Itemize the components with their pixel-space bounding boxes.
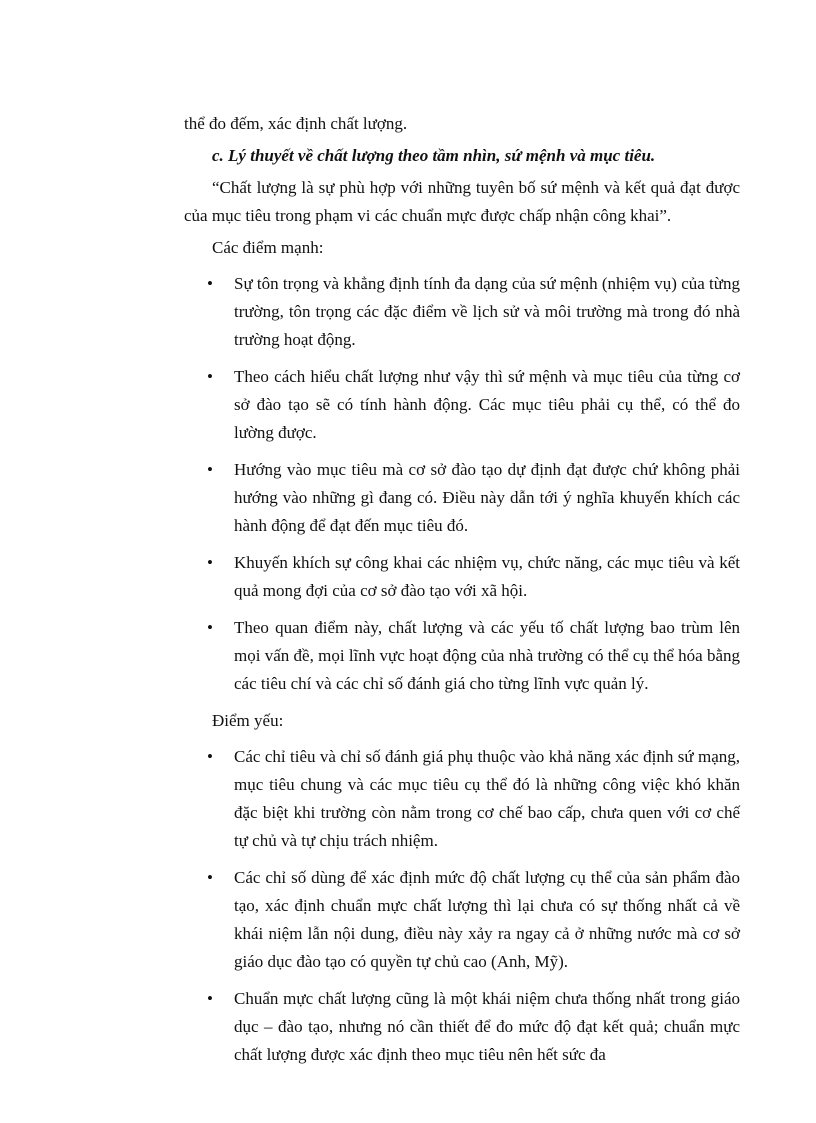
bullet-icon: • xyxy=(207,989,213,1008)
list-item xyxy=(184,363,740,447)
list-item-text: Theo quan điểm này, chất lượng và các yếu tố chất lượng bao trùm lên mọi vấn đề, mọi lĩnh vực hoạt động của nhà trường có thể cụ thể hóa bằng các tiêu chí và các chỉ số đánh giá cho từng lĩnh vực quản lý. xyxy=(234,618,740,693)
list-item xyxy=(184,456,740,540)
list-item-text: Sự tôn trọng và khẳng định tính đa dạng của sứ mệnh (nhiệm vụ) của từng trường, tôn trọng các đặc điểm về lịch sử và môi trường mà trong đó nhà trường hoạt động. xyxy=(234,274,740,349)
strengths-list xyxy=(184,270,740,698)
body-text xyxy=(184,110,740,1078)
list-item xyxy=(184,614,740,698)
list-item-text: Chuẩn mực chất lượng cũng là một khái niệm chưa thống nhất trong giáo dục – đào tạo, nhưng nó cần thiết để đo mức độ đạt kết quả; chuẩn mực chất lượng được xác định theo mục tiêu nên hết sức đa xyxy=(234,989,740,1064)
list-item xyxy=(184,864,740,976)
definition-paragraph: “Chất lượng là sự phù hợp với những tuyên bố sứ mệnh và kết quả đạt được của mục tiêu trong phạm vi các chuẩn mực được chấp nhận công khai”. xyxy=(184,178,740,225)
list-item-text: Theo cách hiểu chất lượng như vậy thì sứ mệnh và mục tiêu của từng cơ sở đào tạo sẽ có tính hành động. Các mục tiêu phải cụ thể, có thể đo lường được. xyxy=(234,367,740,442)
weaknesses-list xyxy=(184,743,740,1069)
list-item xyxy=(184,549,740,605)
strengths-label: Các điểm mạnh: xyxy=(212,238,324,257)
list-item-text: Các chỉ tiêu và chỉ số đánh giá phụ thuộc vào khả năng xác định sứ mạng, mục tiêu chung và các mục tiêu cụ thể đó là những công việc khó khăn đặc biệt khi trường còn nằm trong cơ chế bao cấp, chưa quen với cơ chế tự chủ và tự chịu trách nhiệm. xyxy=(234,747,740,850)
list-item-text: Hướng vào mục tiêu mà cơ sở đào tạo dự định đạt được chứ không phải hướng vào những gì đang có. Điều này dẫn tới ý nghĩa khuyến khích các hành động để đạt đến mục tiêu đó. xyxy=(234,460,740,535)
bullet-icon: • xyxy=(207,367,213,386)
bullet-icon: • xyxy=(207,618,213,637)
list-item xyxy=(184,270,740,354)
weaknesses-label: Điểm yếu: xyxy=(212,711,284,730)
section-heading: c. Lý thuyết về chất lượng theo tầm nhìn, sứ mệnh và mục tiêu. xyxy=(212,146,656,165)
bullet-icon: • xyxy=(207,460,213,479)
list-item-text: Khuyến khích sự công khai các nhiệm vụ, chức năng, các mục tiêu và kết quả mong đợi của cơ sở đào tạo với xã hội. xyxy=(234,553,740,600)
bullet-icon: • xyxy=(207,747,213,766)
intro-continuation: thể đo đếm, xác định chất lượng. xyxy=(184,114,408,133)
bullet-icon: • xyxy=(207,868,213,887)
bullet-icon: • xyxy=(207,553,213,572)
bullet-icon: • xyxy=(207,274,213,293)
list-item-text: Các chỉ số dùng để xác định mức độ chất lượng cụ thể của sản phẩm đào tạo, xác định chuẩn mực chất lượng thì lại chưa có sự thống nhất cả về khái niệm lẫn nội dung, điều này xảy ra ngay cả ở những nước mà cơ sở giáo dục đào tạo có quyền tự chủ cao (Anh, Mỹ). xyxy=(234,868,740,971)
list-item xyxy=(184,743,740,855)
list-item xyxy=(184,985,740,1069)
